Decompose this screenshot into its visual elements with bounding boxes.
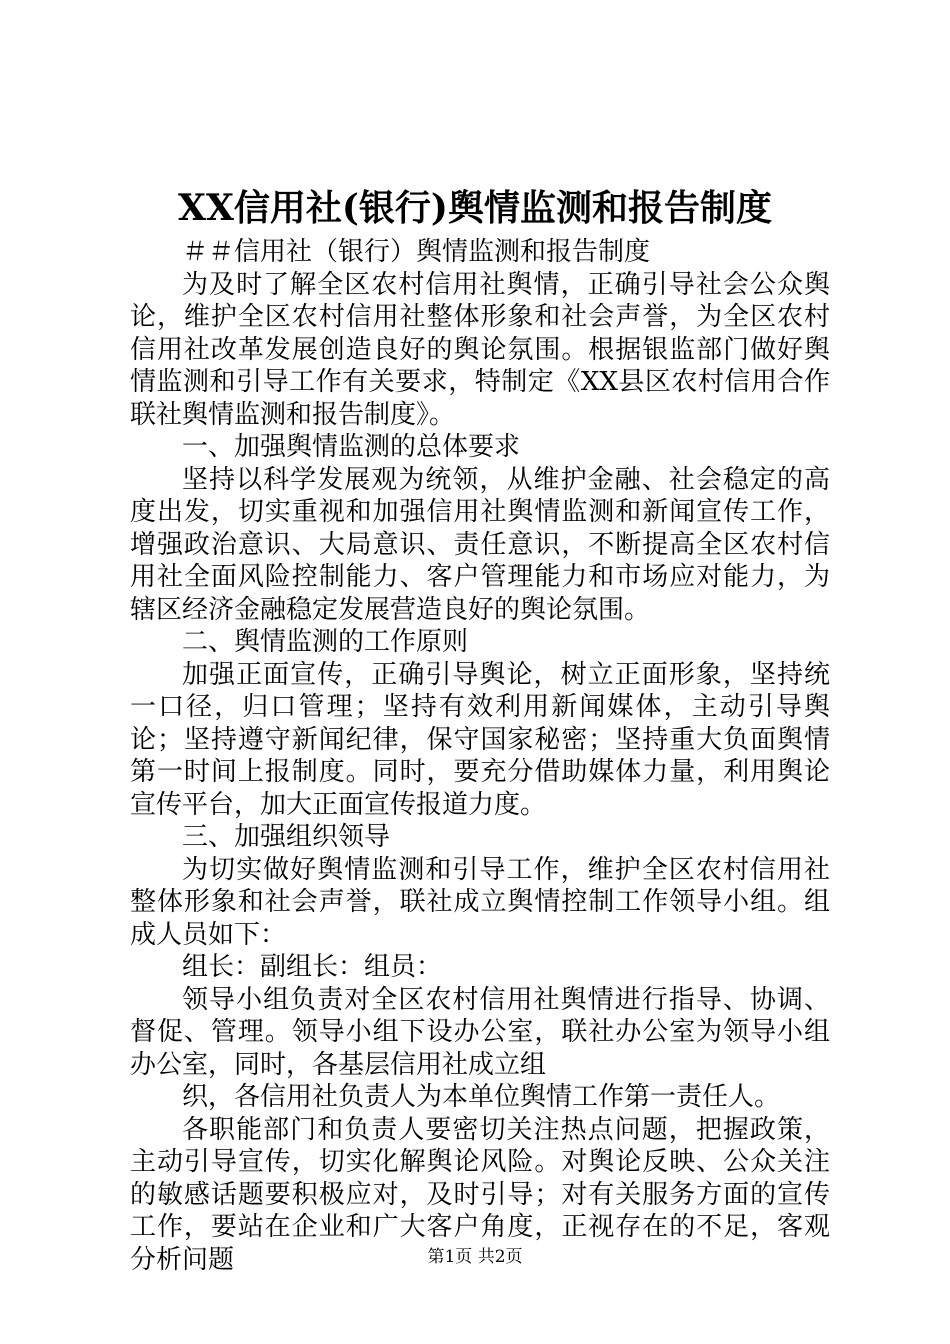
paragraph-subtitle: ＃＃信用社（银行）舆情监测和报告制度: [182, 237, 651, 267]
section-heading-3: 三、加强组织领导: [182, 822, 391, 852]
document-title: XX信用社(银行)舆情监测和报告制度: [178, 187, 772, 229]
section-heading-2: 二、舆情监测的工作原则: [182, 627, 469, 657]
paragraph-section-1: 坚持以科学发展观为统领，从维护金融、社会稳定的高度出发，切实重视和加强信用社舆情监测和新闻宣传工作，增强政治意识、大局意识、责任意识，不断提高全区农村信用社全面风险控制能力、客户管理能力和市场应对能力，为辖区经济金融稳定发展营造良好的舆论氛围。: [130, 464, 830, 625]
paragraph-leadership: 领导小组负责对全区农村信用社舆情进行指导、协调、督促、管理。领导小组下设办公室，联社办公室为领导小组办公室，同时，各基层信用社成立组: [130, 984, 830, 1080]
page-number: 第1页 共2页: [427, 1247, 523, 1267]
paragraph-departments: 各职能部门和负责人要密切关注热点问题，把握政策，主动引导宣传，切实化解舆论风险。对舆论反映、公众关注的敏感话题要积极应对，及时引导；对有关服务方面的宣传工作，要站在企业和广大客户角度，正视存在的不足，客观分析问题: [130, 1114, 830, 1275]
paragraph-responsibility: 织，各信用社负责人为本单位舆情工作第一责任人。: [182, 1082, 781, 1112]
paragraph-members: 组长：副组长：组员：: [182, 952, 443, 982]
paragraph-section-2: 加强正面宣传，正确引导舆论，树立正面形象，坚持统一口径，归口管理；坚持有效利用新闻媒体，主动引导舆论；坚持遵守新闻纪律，保守国家秘密；坚持重大负面舆情第一时间上报制度。同时，要充分借助媒体力量，利用舆论宣传平台，加大正面宣传报道力度。: [130, 659, 830, 820]
section-heading-1: 一、加强舆情监测的总体要求: [182, 432, 521, 462]
document-body: [130, 236, 830, 1276]
paragraph-section-3: 为切实做好舆情监测和引导工作，维护全区农村信用社整体形象和社会声誉，联社成立舆情控制工作领导小组。组成人员如下：: [130, 854, 830, 950]
paragraph-intro: 为及时了解全区农村信用社舆情，正确引导社会公众舆论，维护全区农村信用社整体形象和社会声誉，为全区农村信用社改革发展创造良好的舆论氛围。根据银监部门做好舆情监测和引导工作有关要求，特制定《XX县区农村信用合作联社舆情监测和报告制度》。: [130, 269, 830, 430]
